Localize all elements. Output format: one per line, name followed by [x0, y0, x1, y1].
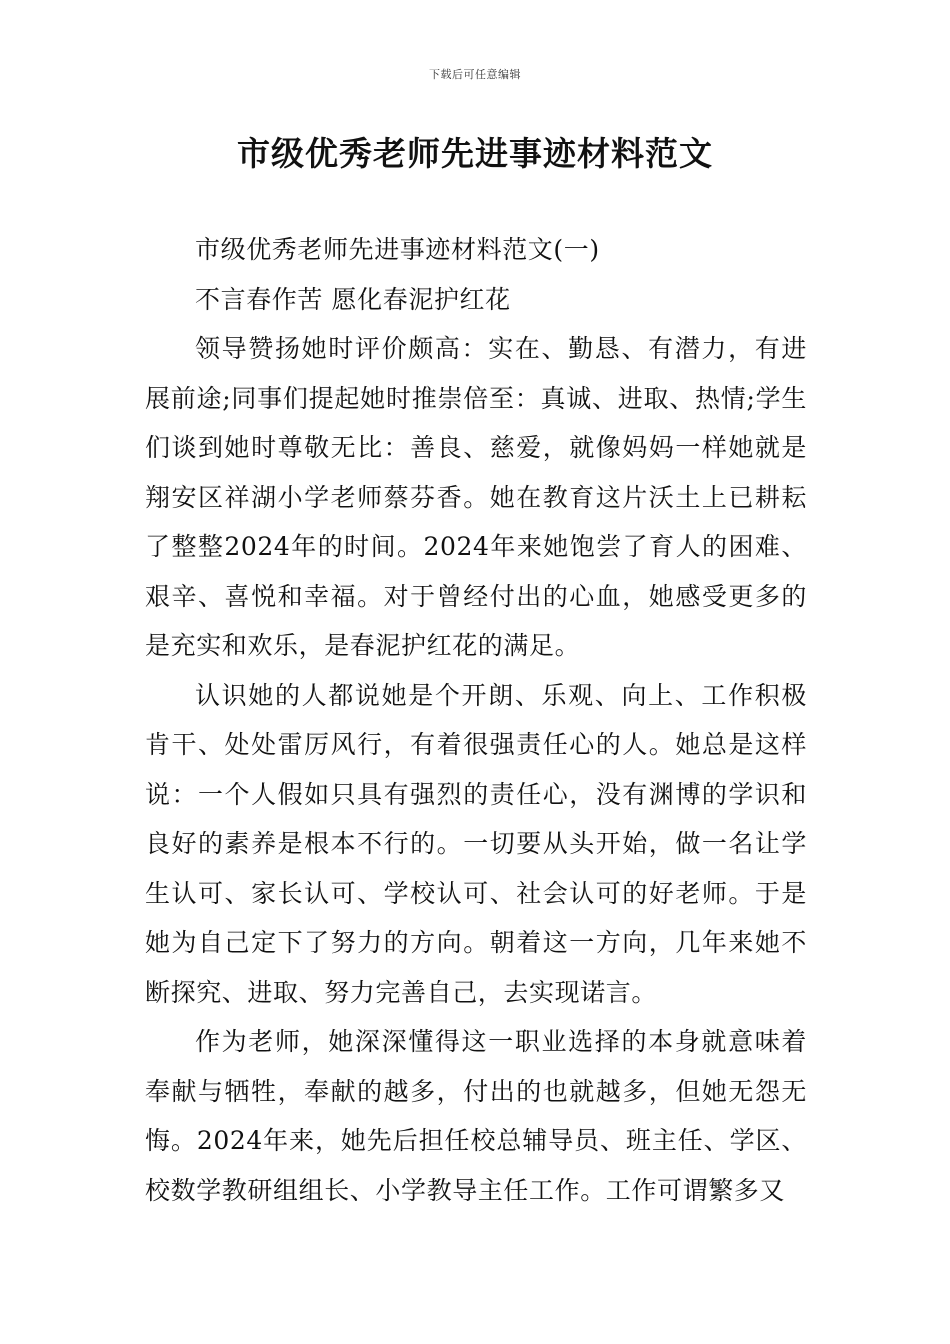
paragraph: 领导赞扬她时评价颇高：实在、勤恳、有潜力，有进展前途;同事们提起她时推崇倍至：真诚、进取、热情;学生们谈到她时尊敬无比：善良、慈爱，就像妈妈一样她就是翔安区祥湖小学老师蔡芬香。她在教育这片沃土上已耕耘了整整2024年的时间。2024年来她饱尝了育人的困难、艰辛、喜悦和幸福。对于曾经付出的心血，她感受更多的是充实和欢乐，是春泥护红花的满足。	[145, 334, 807, 660]
paragraph: 认识她的人都说她是个开朗、乐观、向上、工作积极肯干、处处雷厉风行，有着很强责任心的人。她总是这样说：一个人假如只具有强烈的责任心，没有渊博的学识和良好的素养是根本不行的。一切要从头开始，做一名让学生认可、家长认可、学校认可、社会认可的好老师。于是她为自己定下了努力的方向。朝着这一方向，几年来她不断探究、进取、努力完善自己，去实现诺言。	[145, 680, 807, 1007]
paragraph: 作为老师，她深深懂得这一职业选择的本身就意味着奉献与牺牲，奉献的越多，付出的也就越多，但她无怨无悔。2024年来，她先后担任校总辅导员、班主任、学区、校数学教研组组长、小学教导主任工作。工作可谓繁多又	[145, 1027, 807, 1205]
paragraph-subtitle: 市级优秀老师先进事迹材料范文(一)	[195, 235, 600, 264]
header-note: 下载后可任意编辑	[429, 68, 521, 81]
document-body	[145, 225, 807, 1215]
paragraph-heading: 不言春作苦 愿化春泥护红花	[195, 284, 511, 314]
page-title: 市级优秀老师先进事迹材料范文	[237, 134, 713, 173]
